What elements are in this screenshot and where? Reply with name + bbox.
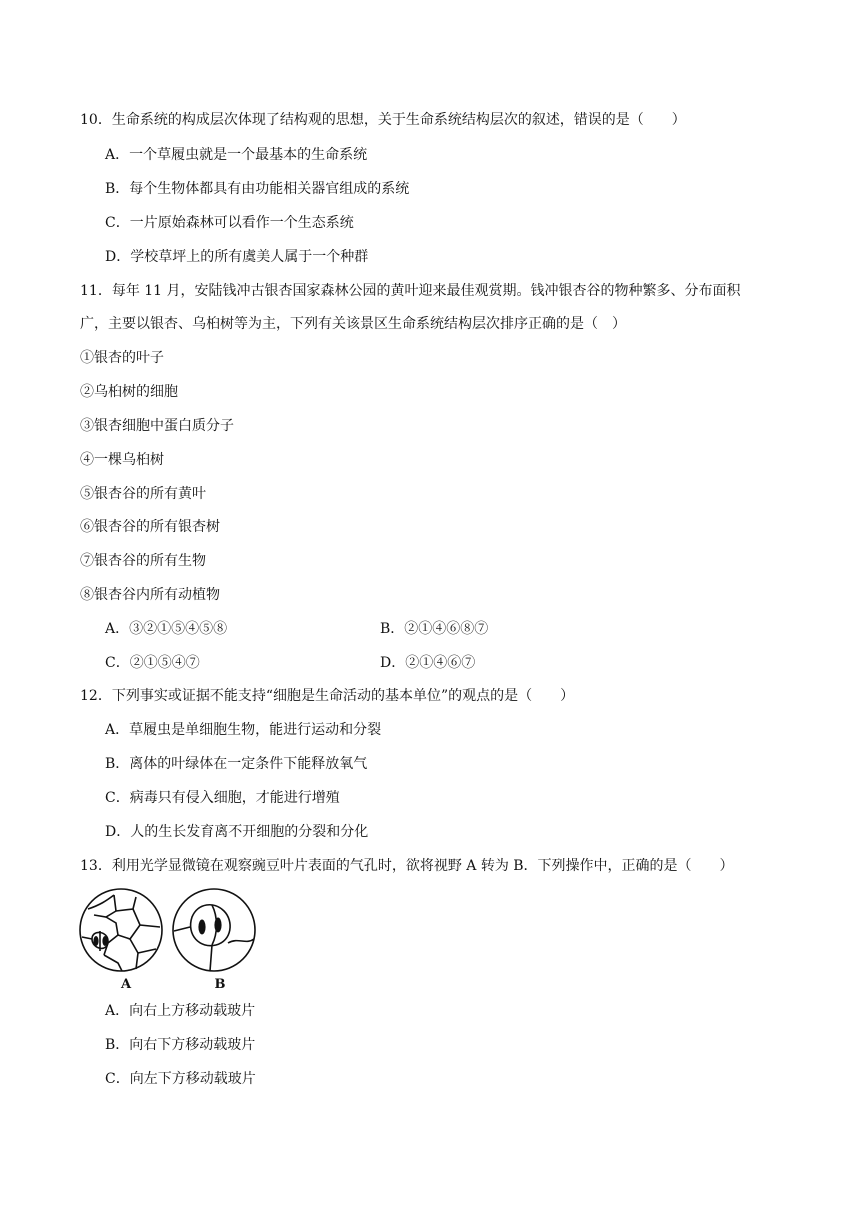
- question-10-option-d: D．学校草坪上的所有虞美人属于一个种群: [105, 249, 369, 265]
- question-10-option-b: B．每个生物体都具有由功能相关器官组成的系统: [105, 181, 410, 197]
- field-b-label: B: [214, 977, 226, 992]
- question-11-option-b: B．②①④⑥⑧⑦: [380, 621, 489, 637]
- question-10-option-c: C．一片原始森林可以看作一个生态系统: [105, 215, 354, 231]
- field-b-diagram: [173, 889, 255, 971]
- question-12-option-d: D．人的生长发育离不开细胞的分裂和分化: [105, 824, 369, 840]
- question-13-option-b: B．向右下方移动载玻片: [105, 1037, 256, 1053]
- question-11-item-2: ②乌桕树的细胞: [80, 384, 178, 400]
- question-11-item-7: ⑦银杏谷的所有生物: [80, 553, 206, 569]
- question-12-option-b: B．离体的叶绿体在一定条件下能释放氧气: [105, 756, 368, 772]
- question-11-item-1: ①银杏的叶子: [80, 350, 164, 366]
- question-11-stem-line2: 广，主要以银杏、乌桕树等为主，下列有关该景区生命系统结构层次排序正确的是（ ）: [80, 316, 626, 332]
- question-11-item-6: ⑥银杏谷的所有银杏树: [80, 519, 220, 535]
- field-a-diagram: [80, 889, 162, 971]
- question-12-option-a: A．草履虫是单细胞生物，能进行运动和分裂: [105, 722, 382, 738]
- question-13-option-a: A．向右上方移动载玻片: [105, 1003, 256, 1019]
- question-11-option-d: D．②①④⑥⑦: [380, 655, 476, 671]
- question-11-item-4: ④一棵乌桕树: [80, 452, 164, 468]
- question-11-item-5: ⑤银杏谷的所有黄叶: [80, 486, 206, 502]
- field-a-label: A: [120, 977, 132, 992]
- question-10-option-a: A．一个草履虫就是一个最基本的生命系统: [105, 147, 368, 163]
- question-12-option-c: C．病毒只有侵入细胞，才能进行增殖: [105, 790, 340, 806]
- question-11-option-a: A．③②①⑤④⑤⑧: [105, 621, 228, 637]
- question-11-item-3: ③银杏细胞中蛋白质分子: [80, 418, 234, 434]
- question-11-item-8: ⑧银杏谷内所有动植物: [80, 587, 220, 603]
- question-10-stem: 10．生命系统的构成层次体现了结构观的思想，关于生命系统结构层次的叙述，错误的是（ ）: [80, 112, 686, 128]
- question-13-option-c: C．向左下方移动载玻片: [105, 1071, 256, 1087]
- question-11-option-c: C．②①⑤④⑦: [105, 655, 200, 671]
- microscope-field-figure: [78, 887, 268, 992]
- question-13-stem: 13．利用光学显微镜在观察豌豆叶片表面的气孔时，欲将视野 A 转为 B．下列操作中，正确的是（ ）: [80, 858, 734, 874]
- question-12-stem: 12．下列事实或证据不能支持“细胞是生命活动的基本单位”的观点的是（ ）: [80, 688, 575, 704]
- question-11-stem-line1: 11．每年 11 月，安陆钱冲古银杏国家森林公园的黄叶迎来最佳观赏期。钱冲银杏谷的物种繁多、分布面积: [80, 283, 741, 299]
